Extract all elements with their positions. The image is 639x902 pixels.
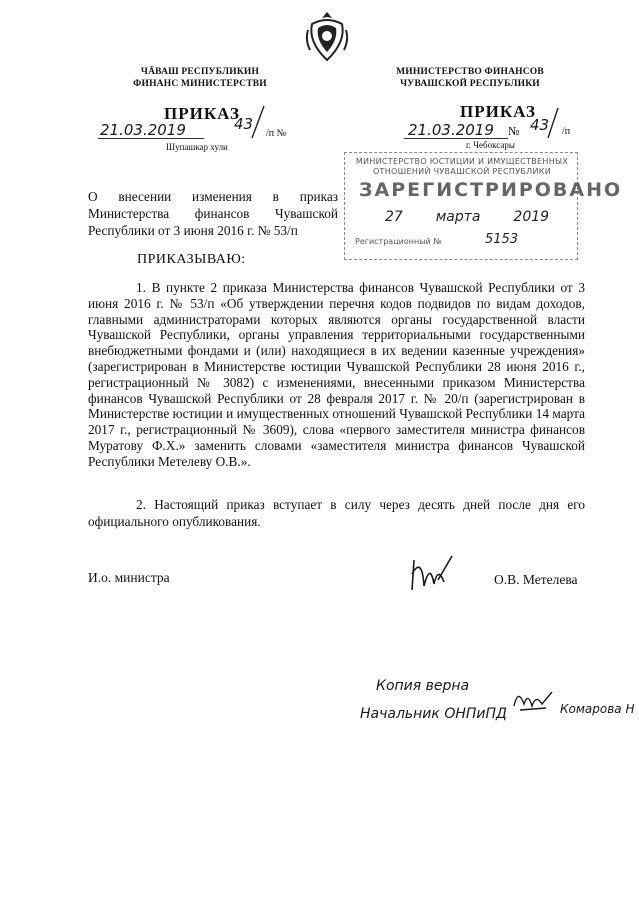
order-date-right: 21.03.2019 — [408, 121, 494, 139]
paragraph-1: 1. В пункте 2 приказа Министерства финансов Чувашской Республики от 3 июня 2016 г. № 53/п «Об утверждении перечня кодов подвидов по видам доходов, главными администраторами которых являются органы государственной власти Чувашской Республики, органы управления территориальными государственными внебюджетными фондами и (или) находящиеся в их ведении казенные учреждения» (зарегистрирован в Министерстве юстиции Чувашской Республики 28 июня 2016 г., регистрационный № 3082) с изменениями, внесенными приказом Министерства финансов Чувашской Республики от 28 февраля 2017 г. № 20/п (зарегистрирован в Министерстве юстиции и имущественных отношений Чувашской Республики 14 марта 2017 г., регистрационный № 3609), слова «первого заместителя министра финансов Муратову Ф.Х.» заменить словами «заместителя министра финансов Чувашской Республики Метелеву О.В.». — [88, 280, 585, 469]
paragraph-2: 2. Настоящий приказ вступает в силу через десять дней после дня его официального опубликования. — [88, 497, 585, 529]
order-suffix-right: /п — [562, 126, 571, 137]
stamp-date — [385, 209, 549, 225]
order-place-right: г. Чебоксары — [466, 140, 515, 150]
slash-mark-right — [546, 106, 560, 140]
stamp-date-day: 27 — [385, 209, 403, 225]
registration-stamp — [344, 152, 623, 260]
slash-mark-left — [250, 104, 266, 140]
order-date-left: 21.03.2019 — [100, 121, 186, 139]
header-chuvash — [90, 66, 310, 90]
order-no-label-right: № — [508, 124, 520, 138]
order-suffix-left: /п № — [266, 128, 287, 139]
header-left-line2: ФИНАНС МИНИСТЕРСТВИ — [133, 79, 267, 89]
document-subject: О внесении изменения в приказ Министерства финансов Чувашской Республики от 3 июня 2016 г. № 53/п — [88, 189, 338, 238]
certification-copy: Копия верна — [376, 678, 470, 694]
stamp-line1: МИНИСТЕРСТВО ЮСТИЦИИ И ИМУЩЕСТВЕННЫХ — [355, 157, 569, 166]
order-number-right: 43 — [530, 116, 550, 134]
order-number-left: 43 — [234, 115, 254, 133]
order-title-left: ПРИКАЗ — [164, 104, 240, 123]
certification-signature — [510, 686, 556, 716]
signatory-name: О.В. Метелева — [494, 572, 578, 587]
stamp-date-month: марта — [435, 209, 481, 225]
certification-position: Начальник ОНПиПД — [360, 706, 507, 722]
stamp-number: 5153 — [485, 232, 519, 247]
order-place-left: Шупашкар хули — [166, 142, 228, 152]
order-word: ПРИКАЗЫВАЮ: — [137, 252, 246, 267]
stamp-registered: ЗАРЕГИСТРИРОВАНО — [359, 179, 623, 201]
header-right-line1: МИНИСТЕРСТВО ФИНАНСОВ — [396, 67, 544, 77]
stamp-line2: ОТНОШЕНИЙ ЧУВАШСКОЙ РЕСПУБЛИКИ — [372, 167, 552, 176]
header-russian — [360, 66, 580, 90]
stamp-number-label: Регистрационный № — [355, 237, 442, 246]
header-left-line1: ЧĂВАШ РЕСПУБЛИКИН — [140, 67, 260, 77]
handwritten-signature — [408, 552, 456, 596]
header-right-line2: ЧУВАШСКОЙ РЕСПУБЛИКИ — [400, 79, 540, 89]
stamp-date-year: 2019 — [513, 209, 550, 225]
order-date-right-underline — [404, 138, 508, 139]
coat-of-arms-icon — [304, 10, 350, 64]
certification-name: Комарова Н — [560, 702, 635, 716]
order-title-right: ПРИКАЗ — [460, 102, 536, 121]
stamp-ministry — [353, 157, 571, 177]
signatory-position: И.о. министра — [88, 570, 170, 585]
order-date-left-underline — [98, 138, 204, 139]
